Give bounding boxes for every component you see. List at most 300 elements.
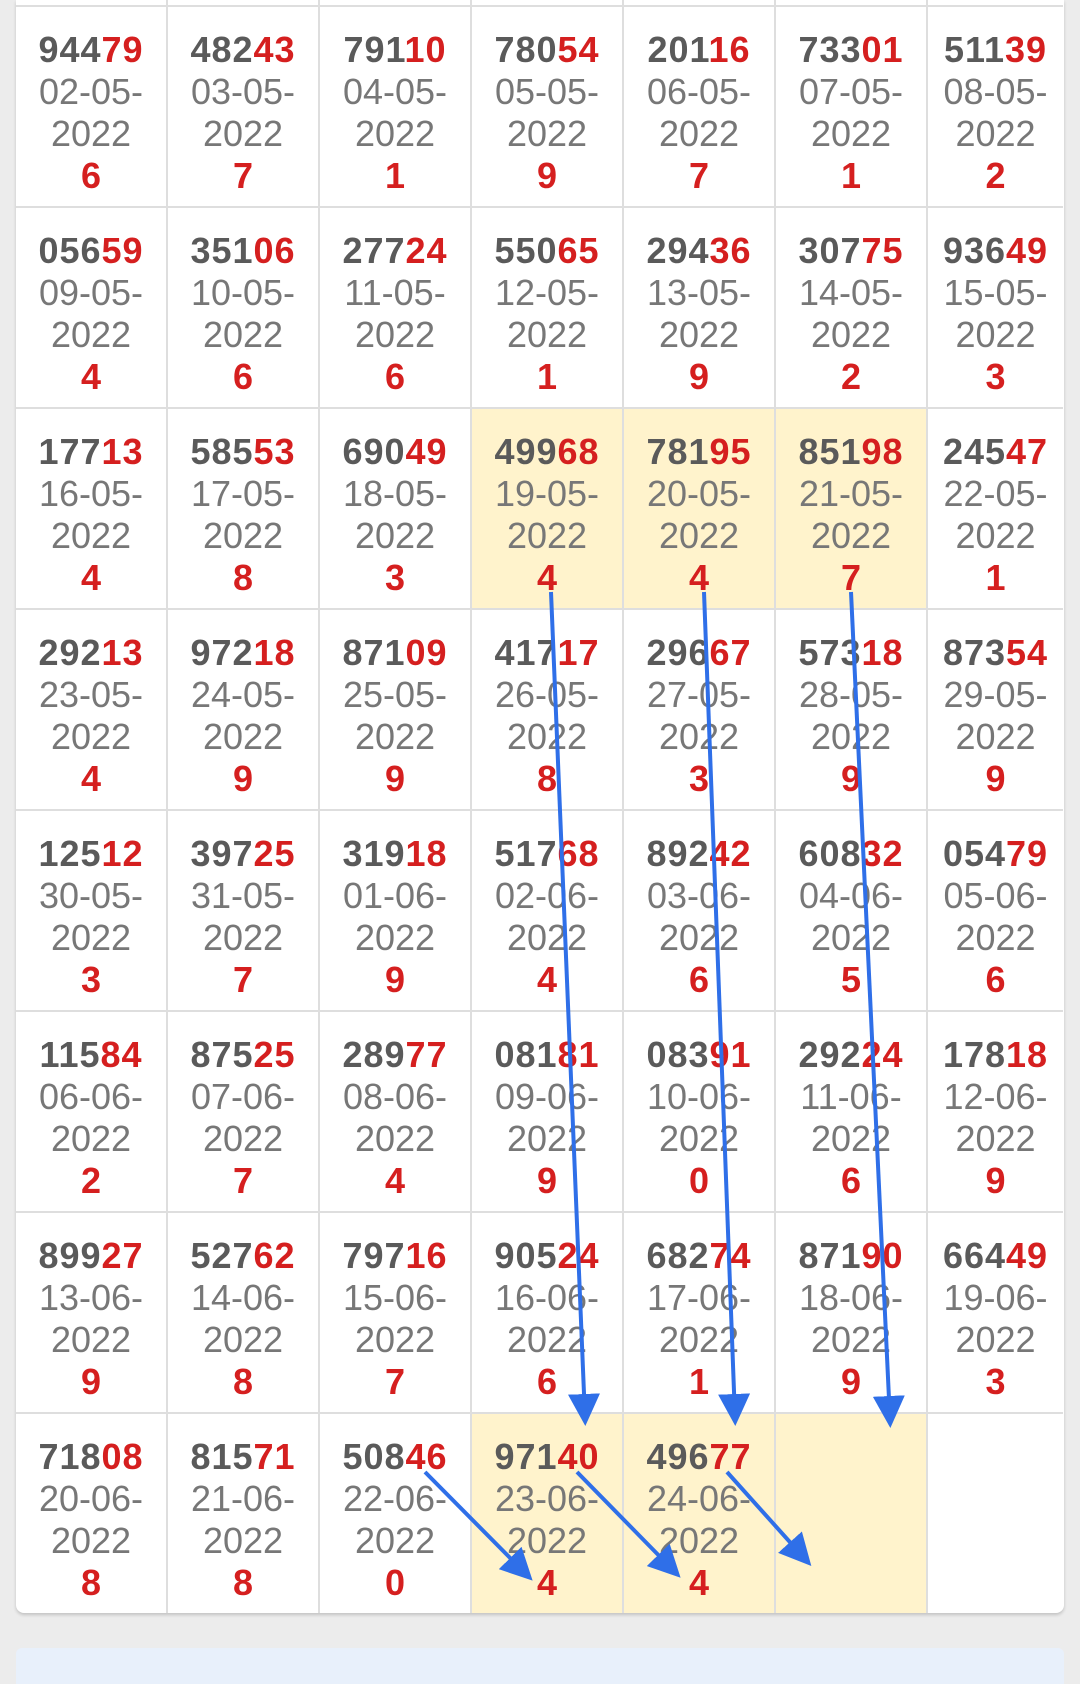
year-label: 2022 [658, 1118, 740, 1159]
result-cell [472, 610, 624, 811]
number [776, 431, 926, 473]
year-label: 2022 [658, 1520, 740, 1561]
year-label: 2022 [50, 1319, 132, 1360]
result-digit: 0 [384, 1562, 406, 1603]
result-cell [776, 409, 928, 610]
year-label: 2022 [810, 515, 892, 556]
number-tail: 54 [1006, 632, 1049, 673]
result-cell [168, 1012, 320, 1213]
number [624, 1235, 774, 1277]
year-label: 2022 [354, 716, 436, 757]
date-label: 09-06- [494, 1076, 600, 1117]
number-head: 972 [190, 632, 254, 673]
number-tail: 68 [557, 833, 600, 874]
date-label: 15-05- [943, 272, 1048, 313]
date-label: 30-05- [38, 875, 144, 916]
year-label: 2022 [50, 1118, 132, 1159]
number-tail: 47 [1006, 431, 1049, 472]
result-digit: 1 [384, 155, 406, 196]
number-tail: 24 [557, 1235, 600, 1276]
date-label: 15-06- [342, 1277, 448, 1318]
date-label: 19-06- [943, 1277, 1048, 1318]
year-label: 2022 [955, 515, 1036, 556]
result-cell [928, 1012, 1063, 1213]
result-cell [624, 811, 776, 1012]
number [16, 1436, 166, 1478]
number-tail: 91 [709, 1034, 752, 1075]
number [472, 833, 622, 875]
result-digit: 9 [840, 1361, 862, 1402]
number [928, 632, 1063, 674]
date-label: 25-05- [342, 674, 448, 715]
number-head: 780 [494, 29, 558, 70]
number-tail: 39 [1005, 29, 1048, 70]
result-digit: 8 [80, 1562, 102, 1603]
result-cell [168, 1213, 320, 1414]
result-digit: 8 [232, 1562, 254, 1603]
year-label: 2022 [810, 314, 892, 355]
result-digit: 8 [232, 1361, 254, 1402]
number [168, 1235, 318, 1277]
result-cell [624, 1414, 776, 1613]
number-tail: 53 [253, 431, 296, 472]
number-head: 682 [646, 1235, 710, 1276]
year-label: 2022 [50, 1520, 132, 1561]
date-label: 01-06- [342, 875, 448, 916]
result-digit: 6 [232, 356, 254, 397]
year-label: 2022 [506, 716, 588, 757]
result-cell [776, 7, 928, 208]
result-digit: 9 [80, 1361, 102, 1402]
result-digit: 9 [688, 356, 710, 397]
cell-strip [168, 0, 320, 7]
number-tail: 24 [861, 1034, 904, 1075]
date-label: 24-06- [646, 1478, 752, 1519]
year-label: 2022 [202, 1118, 284, 1159]
date-label: 22-06- [342, 1478, 448, 1519]
number-head: 718 [38, 1436, 102, 1477]
year-label: 2022 [354, 515, 436, 556]
date-label: 03-05- [190, 71, 296, 112]
number [320, 1235, 470, 1277]
number-head: 508 [342, 1436, 406, 1477]
number [928, 833, 1063, 875]
year-label: 2022 [658, 515, 740, 556]
result-cell [624, 208, 776, 409]
number [776, 1235, 926, 1277]
date-label: 16-05- [38, 473, 144, 514]
result-digit: 4 [536, 959, 558, 1000]
result-digit: 3 [985, 356, 1006, 397]
result-cell [16, 610, 168, 811]
result-digit: 3 [80, 959, 102, 1000]
number-head: 936 [942, 230, 1007, 271]
number-head: 496 [646, 1436, 710, 1477]
year-label: 2022 [202, 515, 284, 556]
year-label: 2022 [202, 314, 284, 355]
result-digit: 6 [384, 356, 406, 397]
number-head: 944 [38, 29, 102, 70]
number-tail: 43 [253, 29, 296, 70]
result-digit: 4 [80, 557, 102, 598]
number-head: 125 [38, 833, 102, 874]
date-label: 16-06- [494, 1277, 600, 1318]
date-label: 17-05- [190, 473, 296, 514]
number [624, 632, 774, 674]
number-tail: 25 [253, 833, 296, 874]
cell-strip [624, 0, 776, 7]
number-tail: 09 [405, 632, 448, 673]
result-cell [776, 1213, 928, 1414]
empty-cell [928, 1414, 1063, 1613]
year-label: 2022 [955, 917, 1036, 958]
number [168, 431, 318, 473]
year-label: 2022 [955, 113, 1036, 154]
result-digit: 7 [232, 155, 254, 196]
result-cell [16, 7, 168, 208]
number [168, 230, 318, 272]
number-head: 905 [494, 1235, 558, 1276]
number-head: 482 [190, 29, 254, 70]
number-head: 292 [798, 1034, 862, 1075]
date-label: 03-06- [646, 875, 752, 916]
date-label: 18-05- [342, 473, 448, 514]
number-tail: 49 [1006, 230, 1049, 271]
number-tail: 08 [101, 1436, 144, 1477]
number-tail: 24 [405, 230, 448, 271]
number [472, 1436, 622, 1478]
date-label: 28-05- [798, 674, 904, 715]
result-digit: 8 [232, 557, 254, 598]
number [776, 29, 926, 71]
result-cell [776, 811, 928, 1012]
number-head: 733 [798, 29, 862, 70]
result-digit: 4 [536, 1562, 558, 1603]
number-tail: 90 [861, 1235, 904, 1276]
result-cell [928, 811, 1063, 1012]
date-label: 08-05- [943, 71, 1048, 112]
number-tail: 75 [861, 230, 904, 271]
number-tail: 42 [709, 833, 752, 874]
result-digit: 4 [80, 356, 102, 397]
result-cell [776, 208, 928, 409]
number-tail: 49 [405, 431, 448, 472]
date-label: 22-05- [943, 473, 1048, 514]
result-cell [776, 1012, 928, 1213]
date-label: 12-06- [943, 1076, 1048, 1117]
number-tail: 27 [101, 1235, 144, 1276]
number-tail: 18 [1006, 1034, 1049, 1075]
number [16, 833, 166, 875]
year-label: 2022 [810, 1319, 892, 1360]
number-head: 527 [190, 1235, 254, 1276]
result-cell [472, 409, 624, 610]
number [624, 833, 774, 875]
number-head: 781 [646, 431, 710, 472]
result-cell [320, 1213, 472, 1414]
year-label: 2022 [810, 113, 892, 154]
number [472, 632, 622, 674]
number [776, 230, 926, 272]
result-digit: 3 [985, 1361, 1006, 1402]
year-label: 2022 [354, 917, 436, 958]
number-tail: 98 [861, 431, 904, 472]
number-head: 871 [798, 1235, 862, 1276]
number-tail: 77 [709, 1436, 752, 1477]
date-label: 19-05- [494, 473, 600, 514]
number-head: 550 [494, 230, 558, 271]
year-label: 2022 [354, 1319, 436, 1360]
number-head: 815 [190, 1436, 254, 1477]
date-label: 10-05- [190, 272, 296, 313]
date-label: 05-06- [943, 875, 1048, 916]
number-head: 307 [798, 230, 862, 271]
result-cell [472, 1414, 624, 1613]
number-tail: 01 [861, 29, 904, 70]
number-head: 585 [190, 431, 254, 472]
number-head: 289 [342, 1034, 406, 1075]
date-label: 08-06- [342, 1076, 448, 1117]
number [16, 1034, 166, 1076]
number-tail: 16 [708, 29, 751, 70]
result-digit: 9 [536, 155, 558, 196]
number-head: 851 [798, 431, 862, 472]
next-section-bar [16, 1648, 1064, 1684]
result-cell [624, 7, 776, 208]
cell-strip [928, 0, 1063, 7]
number [16, 29, 166, 71]
year-label: 2022 [202, 113, 284, 154]
number-head: 397 [190, 833, 254, 874]
year-label: 2022 [354, 113, 436, 154]
result-cell [320, 208, 472, 409]
number-head: 178 [942, 1034, 1007, 1075]
number-tail: 16 [405, 1235, 448, 1276]
number [776, 1034, 926, 1076]
number-tail: 65 [557, 230, 600, 271]
year-label: 2022 [955, 716, 1036, 757]
date-label: 02-06- [494, 875, 600, 916]
result-cell [624, 610, 776, 811]
year-label: 2022 [354, 1118, 436, 1159]
result-cell [320, 1414, 472, 1613]
number-tail: 32 [861, 833, 904, 874]
result-cell [16, 1213, 168, 1414]
number-tail: 67 [709, 632, 752, 673]
number-head: 690 [342, 431, 406, 472]
number-tail: 46 [405, 1436, 448, 1477]
result-cell [168, 208, 320, 409]
number-head: 511 [943, 29, 1006, 70]
result-cell [928, 1213, 1063, 1414]
cell-strip [776, 0, 928, 7]
number-tail: 36 [709, 230, 752, 271]
date-label: 02-05- [38, 71, 144, 112]
date-label: 11-06- [800, 1076, 902, 1117]
number [624, 29, 774, 71]
number [776, 632, 926, 674]
result-digit: 1 [985, 557, 1006, 598]
result-digit: 9 [232, 758, 254, 799]
year-label: 2022 [202, 716, 284, 757]
date-label: 07-06- [190, 1076, 296, 1117]
number-head: 664 [942, 1235, 1007, 1276]
number [624, 230, 774, 272]
number-head: 791 [343, 29, 405, 70]
number [928, 230, 1063, 272]
number [168, 833, 318, 875]
number-head: 054 [942, 833, 1007, 874]
date-label: 14-05- [798, 272, 904, 313]
result-digit: 8 [536, 758, 558, 799]
result-digit: 4 [688, 557, 710, 598]
cell-strip [472, 0, 624, 7]
date-label: 26-05- [494, 674, 600, 715]
date-label: 29-05- [943, 674, 1048, 715]
year-label: 2022 [658, 917, 740, 958]
result-digit: 7 [688, 155, 710, 196]
result-cell [16, 409, 168, 610]
number-head: 892 [646, 833, 710, 874]
result-cell [928, 409, 1063, 610]
result-digit: 1 [840, 155, 862, 196]
result-cell [624, 1213, 776, 1414]
number-head: 608 [798, 833, 862, 874]
result-digit: 9 [985, 758, 1006, 799]
result-cell [472, 1012, 624, 1213]
date-label: 23-05- [38, 674, 144, 715]
result-digit: 7 [232, 1160, 254, 1201]
number [320, 1034, 470, 1076]
result-digit: 2 [80, 1160, 102, 1201]
year-label: 2022 [810, 716, 892, 757]
result-digit: 6 [985, 959, 1006, 1000]
number-head: 899 [38, 1235, 102, 1276]
year-label: 2022 [810, 1118, 892, 1159]
date-label: 23-06- [494, 1478, 600, 1519]
result-digit: 9 [840, 758, 862, 799]
cell-strip [320, 0, 472, 7]
date-label: 11-05- [344, 272, 446, 313]
result-digit: 7 [384, 1361, 406, 1402]
number-tail: 13 [101, 632, 144, 673]
number-tail: 79 [101, 29, 144, 70]
year-label: 2022 [955, 1319, 1036, 1360]
number [624, 431, 774, 473]
date-label: 18-06- [798, 1277, 904, 1318]
date-label: 21-06- [190, 1478, 296, 1519]
result-digit: 4 [384, 1160, 406, 1201]
number-head: 517 [494, 833, 558, 874]
number [472, 230, 622, 272]
year-label: 2022 [202, 1319, 284, 1360]
result-digit: 4 [80, 758, 102, 799]
date-label: 31-05- [190, 875, 296, 916]
result-cell [928, 208, 1063, 409]
number-tail: 81 [557, 1034, 600, 1075]
number-tail: 10 [404, 29, 447, 70]
result-digit: 0 [688, 1160, 710, 1201]
number-head: 971 [494, 1436, 558, 1477]
number-tail: 18 [861, 632, 904, 673]
number-head: 081 [494, 1034, 558, 1075]
number-head: 201 [647, 29, 709, 70]
result-cell [320, 610, 472, 811]
result-digit: 6 [80, 155, 102, 196]
year-label: 2022 [202, 1520, 284, 1561]
date-label: 04-06- [798, 875, 904, 916]
result-digit: 3 [384, 557, 406, 598]
result-cell [624, 1012, 776, 1213]
year-label: 2022 [506, 515, 588, 556]
number-tail: 95 [709, 431, 752, 472]
number-head: 292 [38, 632, 102, 673]
result-cell [624, 409, 776, 610]
result-cell [16, 1414, 168, 1613]
number-head: 319 [342, 833, 406, 874]
number [168, 1436, 318, 1478]
year-label: 2022 [50, 716, 132, 757]
number-tail: 13 [101, 431, 144, 472]
date-label: 05-05- [494, 71, 600, 112]
year-label: 2022 [50, 314, 132, 355]
number-tail: 54 [557, 29, 600, 70]
number-head: 873 [942, 632, 1007, 673]
year-label: 2022 [354, 1520, 436, 1561]
date-label: 04-05- [342, 71, 448, 112]
number-head: 056 [38, 230, 102, 271]
result-digit: 6 [688, 959, 710, 1000]
date-label: 07-05- [798, 71, 904, 112]
date-label: 27-05- [646, 674, 752, 715]
year-label: 2022 [50, 113, 132, 154]
result-digit: 4 [536, 557, 558, 598]
result-cell [320, 7, 472, 208]
number-tail: 71 [253, 1436, 296, 1477]
date-label: 20-06- [38, 1478, 144, 1519]
result-cell [472, 208, 624, 409]
number-tail: 84 [100, 1034, 143, 1075]
number-tail: 40 [557, 1436, 600, 1477]
number [928, 1235, 1063, 1277]
year-label: 2022 [506, 917, 588, 958]
number [472, 29, 622, 71]
number [320, 29, 470, 71]
date-label: 20-05- [646, 473, 752, 514]
number [472, 1235, 622, 1277]
year-label: 2022 [506, 1520, 588, 1561]
date-label: 17-06- [646, 1277, 752, 1318]
result-digit: 7 [232, 959, 254, 1000]
result-cell [928, 7, 1063, 208]
date-label: 06-05- [646, 71, 752, 112]
number-tail: 68 [557, 431, 600, 472]
result-digit: 2 [985, 155, 1006, 196]
result-digit: 9 [985, 1160, 1006, 1201]
result-cell [472, 1213, 624, 1414]
number [168, 632, 318, 674]
number-tail: 49 [1006, 1235, 1049, 1276]
date-label: 21-05- [798, 473, 904, 514]
year-label: 2022 [50, 515, 132, 556]
number-tail: 17 [557, 632, 600, 673]
result-cell [168, 811, 320, 1012]
number-tail: 25 [253, 1034, 296, 1075]
result-cell [472, 7, 624, 208]
number-tail: 18 [405, 833, 448, 874]
number-tail: 59 [101, 230, 144, 271]
number [320, 431, 470, 473]
